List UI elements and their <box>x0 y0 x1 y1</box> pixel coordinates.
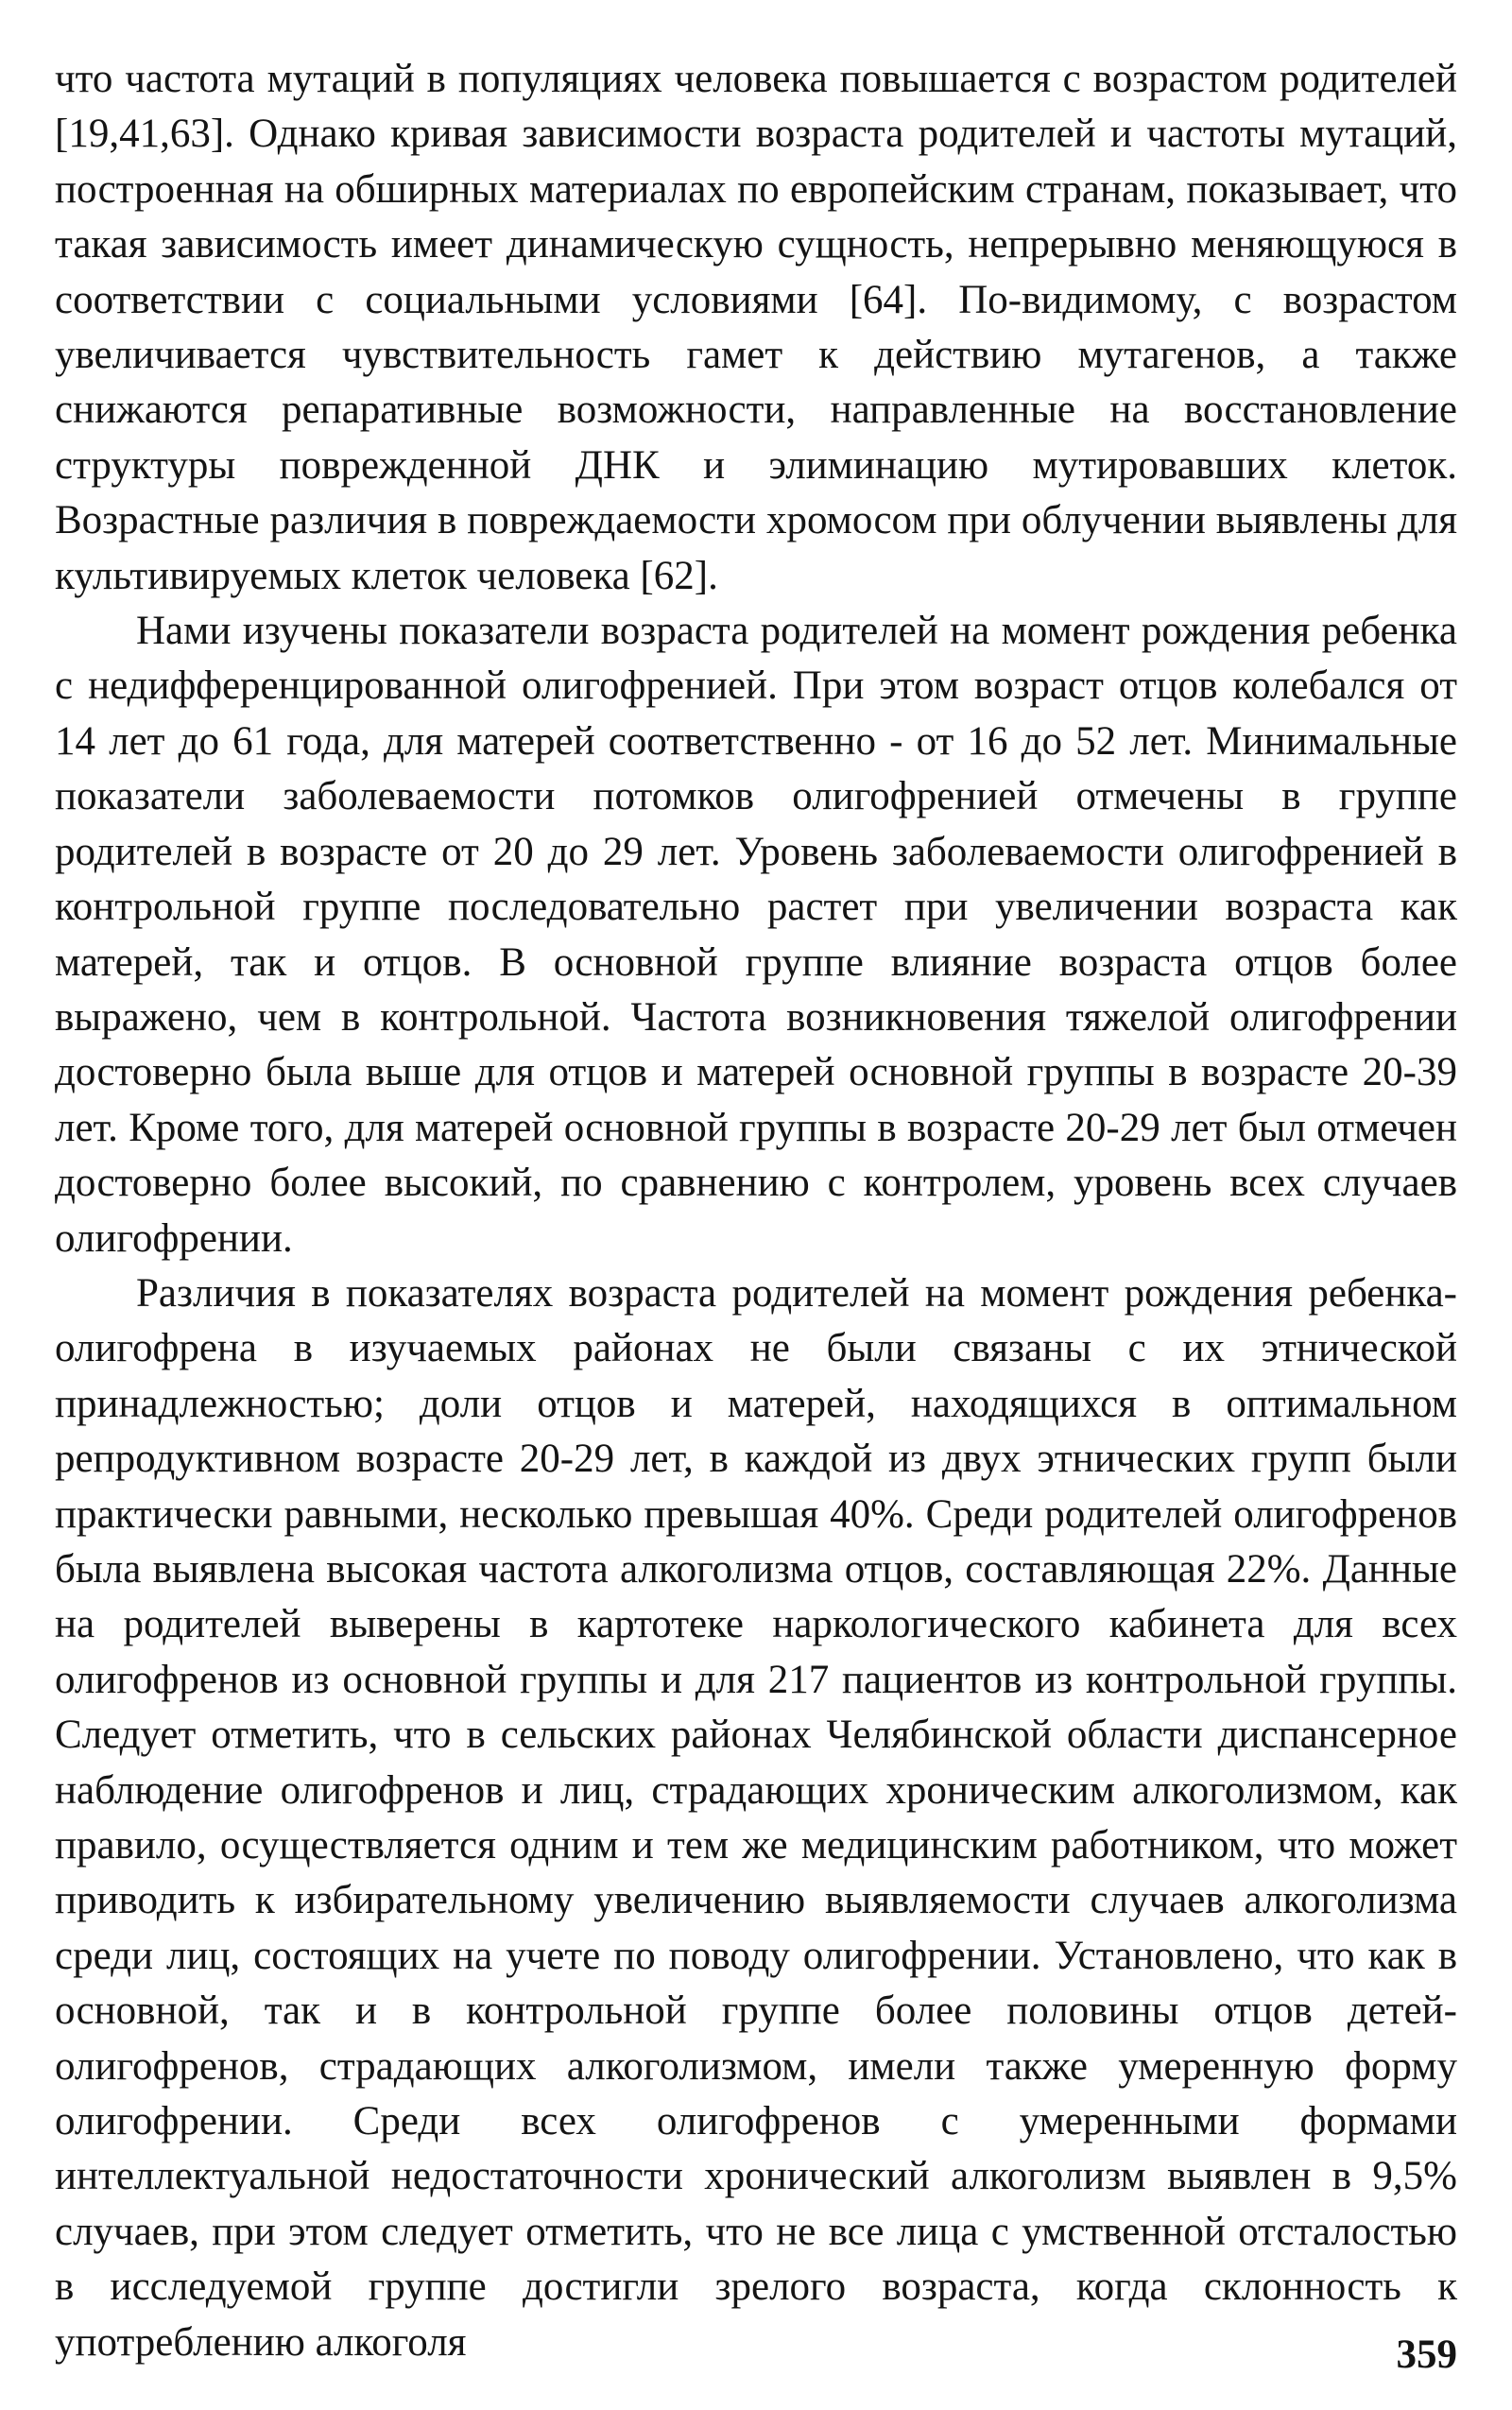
page-body <box>55 52 1457 2370</box>
paragraph-2: Нами изучены показатели возраста родителей на момент рождения ребенка с недифференцированной олигофренией. При этом возраст отцов колебался от 14 лет до 61 года, для матерей соответственно - от 16 до 52 лет. Минимальные показатели заболеваемости потомков олигофренией отмечены в группе родителей в возрасте от 20 до 29 лет. Уровень заболеваемости олигофренией в контрольной группе последовательно растет при увеличении возраста как матерей, так и отцов. В основной группе влияние возраста отцов более выражено, чем в контрольной. Частота возникновения тяжелой олигофрении достоверно была выше для отцов и матерей основной группы в возрасте 20-39 лет. Кроме того, для матерей основной группы в возрасте 20-29 лет был отмечен достоверно более высокий, по сравнению с контролем, уровень всех случаев олигофрении. <box>55 609 1457 1261</box>
page-number: 359 <box>1396 2333 1457 2377</box>
paragraph-1: что частота мутаций в популяциях человека повышается с возрастом родителей [19,41,63]. Однако кривая зависимости возраста родителей и частоты мутаций, построенная на обширных материалах по европейским странам, показывает, что такая зависимость имеет динамическую сущность, непрерывно меняющуюся в соответствии с социальными условиями [64]. По-видимому, с возрастом увеличивается чувствительность гамет к действию мутагенов, а также снижаются репаративные возможности, направленные на восстановление структуры поврежденной ДНК и элиминацию мутировавших клеток. Возрастные различия в повреждаемости хромосом при облучении выявлены для культивируемых клеток человека [62]. <box>55 57 1457 598</box>
paragraph-3: Различия в показателях возраста родителей на момент рождения ребенка-олигофрена в изучаемых районах не были связаны с их этнической принадлежностью; доли отцов и матерей, находящихся в оптимальном репродуктивном возрасте 20-29 лет, в каждой из двух этнических групп были практически равными, несколько превышая 40%. Среди родителей олигофренов была выявлена высокая частота алкоголизма отцов, составляющая 22%. Данные на родителей выверены в картотеке наркологического кабинета для всех олигофренов из основной группы и для 217 пациентов из контрольной группы. Следует отметить, что в сельских районах Челябинской области диспансерное наблюдение олигофренов и лиц, страдающих хроническим алкоголизмом, как правило, осуществляется одним и тем же медицинским работником, что может приводить к избирательному увеличению выявляемости случаев алкоголизма среди лиц, состоящих на учете по поводу олигофрении. Установлено, что как в основной, так и в контрольной группе более половины отцов детей-олигофренов, страдающих алкоголизмом, имели также умеренную форму олигофрении. Среди всех олигофренов с умеренными формами интеллектуальной недостаточности хронический алкоголизм выявлен в 9,5% случаев, при этом следует отметить, что не все лица с умственной отсталостью в исследуемой группе достигли зрелого возраста, когда склонность к употреблению алкоголя <box>55 1270 1457 2365</box>
